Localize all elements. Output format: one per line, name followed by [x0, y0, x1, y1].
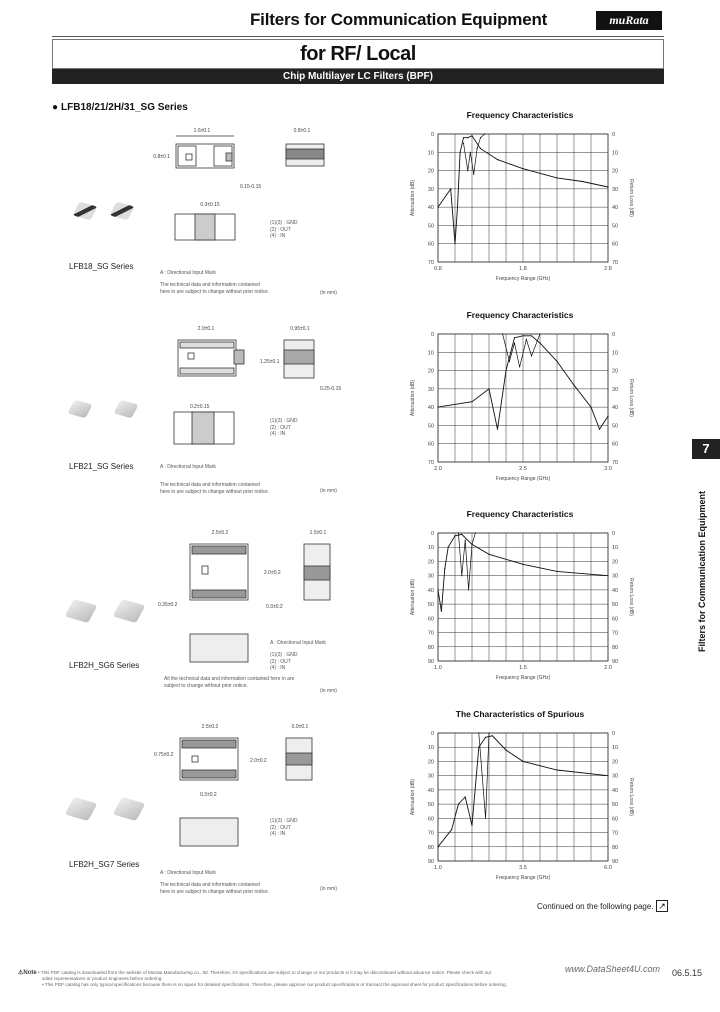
y-axis-label: Attenuation (dB) — [410, 778, 416, 816]
x-tick-label: 1.8 — [519, 266, 527, 272]
y-tick-label-right: 70 — [612, 260, 619, 266]
lfb2h-sg6-disclaimer: All the technical data and information contained here in are subject to change without prior notice. — [164, 676, 295, 689]
y-tick-label: 50 — [427, 423, 434, 430]
y-tick-label: 10 — [427, 350, 434, 357]
y-tick-label-right: 40 — [612, 587, 619, 594]
footer-date: 06.5.15 — [672, 968, 703, 978]
data-point — [437, 207, 438, 208]
lfb18-disclaimer: The technical data and information contained here in are subject to change without prior notice. — [160, 282, 270, 295]
y-tick-label: 0 — [430, 132, 434, 138]
watermark: www.DataSheet4U.com — [565, 964, 661, 974]
y-tick-label: 0 — [430, 531, 434, 537]
y-tick-label: 20 — [427, 759, 434, 766]
y-tick-label-right: 30 — [612, 773, 619, 780]
y-tick-label: 50 — [427, 802, 434, 809]
data-point — [488, 388, 489, 389]
lfb2h-sg7-unit: (in mm) — [320, 886, 337, 892]
lfb2h-sg6-dim-length: 2.5±0.2 — [211, 530, 229, 536]
data-point — [556, 769, 557, 770]
y-tick-label-right: 0 — [612, 332, 616, 338]
y-tick-label-right: 40 — [612, 405, 619, 412]
lfb21-dim-length: 2.0±0.1 — [197, 326, 215, 332]
data-point — [514, 343, 515, 344]
data-point — [514, 337, 515, 338]
lfb2h-sg6-dim-width: 2.0±0.2 — [264, 570, 281, 576]
data-point — [478, 732, 479, 733]
lfb21-pin-list: (1)(3) : GND (2) : OUT (4) : IN — [270, 418, 298, 437]
data-point — [460, 152, 461, 153]
y-tick-label-right: 30 — [612, 186, 619, 193]
y-tick-label-right: 70 — [612, 630, 619, 637]
x-tick-label: 0.8 — [434, 266, 442, 272]
y-tick-label-right: 20 — [612, 759, 619, 766]
data-point — [467, 137, 468, 138]
y-tick-label-right: 80 — [612, 844, 619, 851]
x-tick-label: 1.5 — [519, 665, 527, 671]
data-point — [471, 825, 472, 826]
y-tick-label: 10 — [427, 545, 434, 552]
y-tick-label: 40 — [427, 787, 434, 794]
data-point — [480, 148, 481, 149]
next-page-arrow-icon[interactable]: ↗ — [656, 900, 668, 912]
lfb18-series-label: LFB18_SG Series — [69, 262, 134, 271]
data-point — [522, 168, 523, 169]
y-tick-label: 70 — [427, 630, 434, 637]
lfb2h-sg7-series-label: LFB2H_SG7 Series — [69, 860, 140, 869]
header-title: Filters for Communication Equipment — [250, 10, 548, 29]
lfb18-dim-length: 1.6±0.1 — [193, 128, 211, 134]
y-tick-label-right: 60 — [612, 241, 619, 248]
y-tick-label-right: 20 — [612, 559, 619, 566]
data-point — [482, 775, 483, 776]
data-point — [441, 611, 442, 612]
data-point — [509, 361, 510, 362]
footer-notes: ⚠Note • This PDF catalog is downloaded from the website of Murata Manufacturing co., ltd. Therefore, it's specifications are subject to change or our products in it may be discontinued without advance notice. Please check with our sales representatives or product engineers before ordering. • This PDF catalog has only typical specifications because there is no space for detailed specifications. Therefore, please approve our product specifications or transact the approval sheet for product specifications before ordering. — [18, 970, 507, 987]
y-tick-label: 60 — [427, 441, 434, 448]
lfb2h-sg6-dim-term: 0.35±0.2 — [158, 602, 178, 608]
lfb21-dim-gap: 0.25-0.15 — [320, 386, 342, 392]
series-block-lfb21 — [50, 318, 370, 508]
chart-3 — [400, 521, 640, 691]
data-point — [599, 429, 600, 430]
y-tick-label-right: 20 — [612, 168, 619, 175]
lfb18-unit: (in mm) — [320, 290, 337, 296]
y-tick-label-right: 10 — [612, 745, 619, 752]
data-point — [492, 735, 493, 736]
lfb18-dim-gap: 0.15-0.15 — [240, 184, 262, 190]
y-tick-label-right: 70 — [612, 830, 619, 837]
page-title: for RF/ Local — [300, 43, 416, 65]
y-tick-label-right: 50 — [612, 423, 619, 430]
y-tick-label: 20 — [427, 368, 434, 375]
x-axis-label: Frequency Range (GHz) — [495, 476, 551, 482]
x-tick-label: 2.0 — [604, 665, 612, 671]
y-axis-label-right: Return Loss (dB) — [628, 578, 634, 616]
y-tick-label: 60 — [427, 616, 434, 623]
y-tick-label-right: 60 — [612, 441, 619, 448]
lfb2h-sg6-mark-note: A : Directional Input Mark — [270, 640, 326, 646]
data-point — [522, 335, 523, 336]
data-point — [465, 540, 466, 541]
y-tick-label-right: 0 — [612, 531, 616, 537]
chart-2-title: Frequency Characteristics — [466, 310, 574, 320]
y-tick-label-right: 60 — [612, 816, 619, 823]
chart-1 — [400, 122, 640, 292]
data-point — [471, 401, 472, 402]
lfb2h-sg7-pin-list: (1)(3) : GND (2) : OUT (4) : IN — [270, 818, 298, 837]
data-point — [573, 385, 574, 386]
y-tick-label: 70 — [427, 260, 434, 266]
lfb2h-sg7-dim-length: 2.5±0.2 — [201, 724, 219, 730]
data-point — [484, 133, 485, 134]
lfb2h-sg6-series-label: LFB2H_SG6 Series — [69, 661, 140, 670]
data-point — [607, 186, 608, 187]
data-point — [607, 575, 608, 576]
data-point — [485, 818, 486, 819]
y-axis-label: Attenuation (dB) — [410, 379, 416, 417]
y-axis-label: Attenuation (dB) — [410, 578, 416, 616]
data-point — [485, 737, 486, 738]
data-point — [458, 804, 459, 805]
lfb21-mark-note: A : Directional Input Mark — [160, 464, 216, 470]
data-point — [607, 775, 608, 776]
y-tick-label-right: 80 — [612, 644, 619, 651]
data-point — [526, 339, 527, 340]
y-tick-label-right: 40 — [612, 205, 619, 212]
data-point — [477, 148, 478, 149]
y-tick-label-right: 20 — [612, 368, 619, 375]
y-tick-label: 60 — [427, 816, 434, 823]
data-point — [437, 589, 438, 590]
data-point — [454, 535, 455, 536]
data-point — [463, 137, 464, 138]
y-tick-label: 90 — [427, 859, 434, 865]
series-block-lfb2h-sg6 — [50, 518, 370, 708]
lfb18-dimension-drawing — [50, 118, 370, 308]
data-point — [454, 243, 455, 244]
data-point — [461, 534, 462, 535]
lfb21-series-label: LFB21_SG Series — [69, 462, 134, 471]
data-point — [607, 416, 608, 417]
x-tick-label: 2.0 — [434, 466, 442, 472]
data-point — [465, 796, 466, 797]
data-point — [475, 532, 476, 533]
data-point — [502, 333, 503, 334]
data-point — [444, 568, 445, 569]
y-tick-label: 0 — [430, 731, 434, 737]
y-tick-label: 10 — [427, 745, 434, 752]
x-tick-label: 3.5 — [519, 865, 527, 871]
data-point — [448, 547, 449, 548]
data-point — [539, 343, 540, 344]
y-tick-label-right: 0 — [612, 731, 616, 737]
y-tick-label-right: 30 — [612, 386, 619, 393]
y-tick-label-right: 40 — [612, 787, 619, 794]
data-point — [497, 159, 498, 160]
data-point — [468, 589, 469, 590]
y-tick-label-right: 10 — [612, 545, 619, 552]
lfb2h-sg6-unit: (in mm) — [320, 688, 337, 694]
y-tick-label-right: 90 — [612, 659, 619, 665]
chart-1-title: Frequency Characteristics — [466, 110, 574, 120]
chart-4-title: The Characteristics of Spurious — [455, 709, 585, 719]
y-tick-label: 30 — [427, 186, 434, 193]
x-axis-label: Frequency Range (GHz) — [495, 276, 551, 282]
lfb2h-sg7-disclaimer: The technical data and information contained here in are subject to change without prior notice. — [160, 882, 270, 895]
y-tick-label: 70 — [427, 830, 434, 837]
lfb21-dim-height: 0.95±0.1 — [290, 326, 310, 332]
data-point — [437, 407, 438, 408]
y-tick-label: 60 — [427, 241, 434, 248]
chart-3-title: Frequency Characteristics — [466, 509, 574, 519]
x-axis-label: Frequency Range (GHz) — [495, 675, 551, 681]
data-point — [582, 181, 583, 182]
data-point — [497, 429, 498, 430]
y-tick-label-right: 70 — [612, 460, 619, 466]
data-point — [480, 137, 481, 138]
y-tick-label: 30 — [427, 773, 434, 780]
data-point — [478, 747, 479, 748]
data-point — [451, 829, 452, 830]
chart-4 — [400, 721, 640, 891]
data-point — [488, 732, 489, 733]
x-tick-label: 1.0 — [434, 865, 442, 871]
lfb2h-sg7-dim-ht: 0.75±0.2 — [154, 752, 174, 758]
footer-note-label: ⚠Note — [18, 970, 37, 976]
data-point — [467, 170, 468, 171]
page-title-box — [52, 39, 664, 69]
x-tick-label: 3.0 — [604, 466, 612, 472]
lfb18-dim-height: 0.8±0.1 — [293, 128, 311, 134]
y-axis-label-right: Return Loss (dB) — [628, 778, 634, 816]
side-tab-label: Filters for Communication Equipment — [697, 490, 707, 652]
series-block-lfb2h-sg7 — [50, 718, 370, 908]
data-point — [531, 335, 532, 336]
y-tick-label: 90 — [427, 659, 434, 665]
y-tick-label: 0 — [430, 332, 434, 338]
y-tick-label: 20 — [427, 559, 434, 566]
lfb2h-sg6-dim-gap: 0.3±0.2 — [266, 604, 283, 610]
data-point — [488, 554, 489, 555]
x-axis-label: Frequency Range (GHz) — [495, 875, 551, 881]
y-tick-label-right: 50 — [612, 802, 619, 809]
y-tick-label: 70 — [427, 460, 434, 466]
y-axis-label-right: Return Loss (dB) — [628, 379, 634, 417]
y-tick-label-right: 60 — [612, 616, 619, 623]
y-tick-label: 40 — [427, 587, 434, 594]
y-tick-label: 50 — [427, 602, 434, 609]
y-tick-label: 80 — [427, 844, 434, 851]
data-point — [519, 366, 520, 367]
data-point — [471, 544, 472, 545]
chart-2 — [400, 322, 640, 492]
y-tick-label-right: 30 — [612, 573, 619, 580]
data-point — [556, 361, 557, 362]
sub-title-bar: Chip Multilayer LC Filters (BPF) — [52, 69, 664, 84]
murata-logo: muRata — [596, 11, 662, 30]
lfb21-unit: (in mm) — [320, 488, 337, 494]
data-point — [505, 750, 506, 751]
data-point — [437, 846, 438, 847]
data-point — [539, 333, 540, 334]
data-point — [522, 564, 523, 565]
y-tick-label: 30 — [427, 386, 434, 393]
y-tick-label-right: 50 — [612, 602, 619, 609]
data-point — [522, 761, 523, 762]
y-tick-label: 50 — [427, 223, 434, 230]
y-axis-label: Attenuation (dB) — [410, 179, 416, 217]
x-tick-label: 1.0 — [434, 665, 442, 671]
x-tick-label: 2.8 — [604, 266, 612, 272]
lfb21-disclaimer: The technical data and information contained here in are subject to change without prior notice. — [160, 482, 270, 495]
y-tick-label-right: 10 — [612, 150, 619, 157]
data-point — [470, 152, 471, 153]
lfb2h-sg6-dim-height: 1.5±0.1 — [309, 530, 327, 536]
lfb2h-sg7-dimension-drawing — [50, 718, 370, 908]
lfb2h-sg6-pin-list: (1)(3) : GND (2) : OUT (4) : IN — [270, 652, 298, 671]
y-tick-label-right: 90 — [612, 859, 619, 865]
y-tick-label: 80 — [427, 644, 434, 651]
continued-text: Continued on the following page. — [537, 902, 654, 911]
y-axis-label-right: Return Loss (dB) — [628, 179, 634, 217]
data-point — [473, 174, 474, 175]
y-tick-label: 20 — [427, 168, 434, 175]
y-tick-label: 40 — [427, 405, 434, 412]
data-point — [531, 355, 532, 356]
header-divider — [52, 36, 664, 37]
data-point — [471, 135, 472, 136]
lfb2h-sg7-mark-note: A : Directional Input Mark — [160, 870, 216, 876]
lfb18-pin-list: (1)(3) : GND (2) : OUT (4) : IN — [270, 220, 298, 239]
data-point — [556, 177, 557, 178]
lfb18-mark-note: A : Directional Input Mark — [160, 270, 216, 276]
lfb21-dim-term: 0.2±0.15 — [190, 404, 210, 410]
lfb18-dim-term: 0.3±0.15 — [200, 202, 220, 208]
lfb21-dim-width: 1.25±0.1 — [260, 359, 280, 365]
section-tab: 7 — [692, 439, 720, 459]
series-block-lfb18 — [50, 118, 370, 308]
data-point — [590, 407, 591, 408]
x-tick-label: 2.5 — [519, 466, 527, 472]
x-tick-label: 6.0 — [604, 865, 612, 871]
lfb21-dimension-drawing — [50, 318, 370, 508]
y-tick-label: 10 — [427, 150, 434, 157]
data-point — [458, 532, 459, 533]
y-tick-label-right: 0 — [612, 132, 616, 138]
data-point — [463, 143, 464, 144]
series-heading: ● LFB18/21/2H/31_SG Series — [52, 102, 188, 113]
lfb2h-sg7-dim-gap: 0.3±0.2 — [200, 792, 217, 798]
data-point — [505, 370, 506, 371]
y-tick-label: 40 — [427, 205, 434, 212]
data-point — [556, 571, 557, 572]
lfb18-dim-width: 0.8±0.1 — [153, 154, 170, 160]
data-point — [457, 207, 458, 208]
y-tick-label: 30 — [427, 573, 434, 580]
data-point — [461, 575, 462, 576]
lfb2h-sg7-dim-height: 0.9±0.1 — [291, 724, 309, 730]
y-tick-label-right: 50 — [612, 223, 619, 230]
lfb2h-sg7-dim-term: 2.0±0.2 — [250, 758, 267, 764]
data-point — [450, 188, 451, 189]
series-line-return-loss — [464, 134, 485, 174]
y-tick-label-right: 10 — [612, 350, 619, 357]
